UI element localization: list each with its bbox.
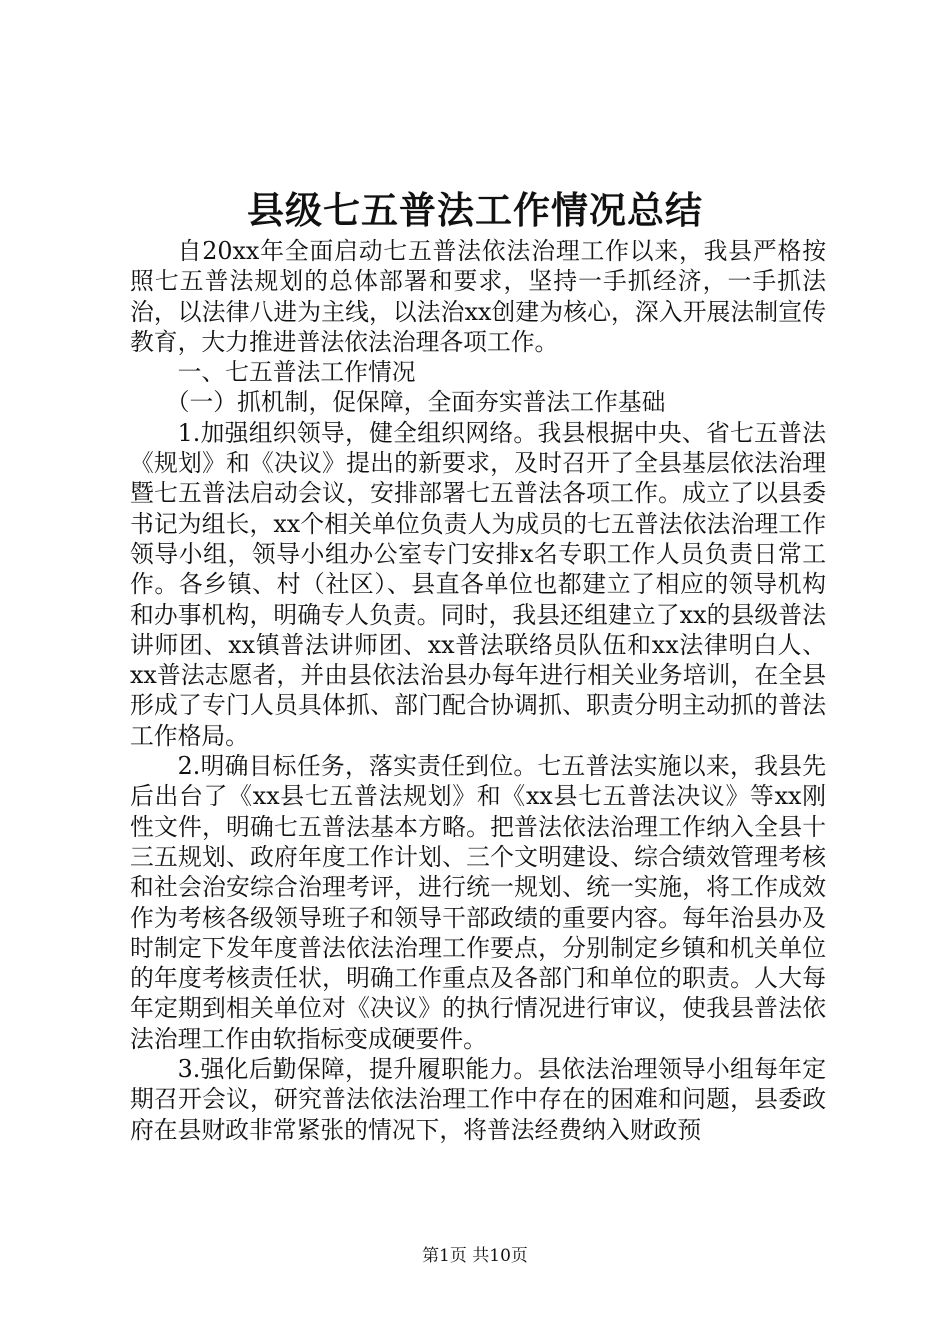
body-paragraph-3: 3.强化后勤保障，提升履职能力。县依法治理领导小组每年定期召开会议，研究普法依法治理工作中存在的困难和问题，县委政府在县财政非常紧张的情况下，将普法经费纳入财政预 [130,1055,826,1144]
document-body [130,236,826,1145]
subsection-heading: （一）抓机制，促保障，全面夯实普法工作基础 [165,388,666,417]
document-title: 县级七五普法工作情况总结 [247,188,703,232]
page-footer: 第1页 共10页 [422,1246,528,1266]
body-paragraph-1: 1.加强组织领导，健全组织网络。我县根据中央、省七五普法《规划》和《决议》提出的新要求，及时召开了全县基层依法治理暨七五普法启动会议，安排部署七五普法各项工作。成立了以县委书记为组长，xx个相关单位负责人为成员的七五普法依法治理工作领导小组，领导小组办公室专门安排x名专职工作人员负责日常工作。各乡镇、村（社区）、县直各单位也都建立了相应的领导机构和办事机构，明确专人负责。同时，我县还组建立了xx的县级普法讲师团、xx镇普法讲师团、xx普法联络员队伍和xx法律明白人、xx普法志愿者，并由县依法治县办每年进行相关业务培训，在全县形成了专门人员具体抓、部门配合协调抓、职责分明主动抓的普法工作格局。 [130,418,826,750]
section-heading: 一、七五普法工作情况 [177,358,416,387]
intro-paragraph: 自20xx年全面启动七五普法依法治理工作以来，我县严格按照七五普法规划的总体部署和要求，坚持一手抓经济，一手抓法治，以法律八进为主线，以法治xx创建为核心，深入开展法制宣传教育，大力推进普法依法治理各项工作。 [130,237,826,356]
body-paragraph-2: 2.明确目标任务，落实责任到位。七五普法实施以来，我县先后出台了《xx县七五普法规划》和《xx县七五普法决议》等xx刚性文件，明确七五普法基本方略。把普法依法治理工作纳入全县十三五规划、政府年度工作计划、三个文明建设、综合绩效管理考核和社会治安综合治理考评，进行统一规划、统一实施，将工作成效作为考核各级领导班子和领导干部政绩的重要内容。每年治县办及时制定下发年度普法依法治理工作要点，分别制定乡镇和机关单位的年度考核责任状，明确工作重点及各部门和单位的职责。人大每年定期到相关单位对《决议》的执行情况进行审议，使我县普法依法治理工作由软指标变成硬要件。 [130,752,826,1053]
